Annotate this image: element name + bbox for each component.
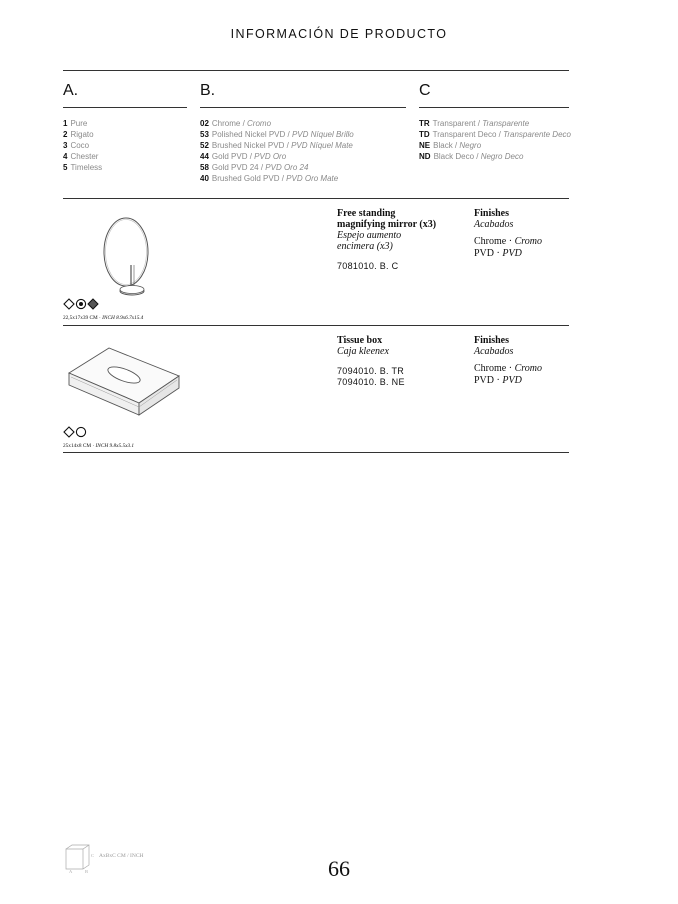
finish-symbols: [63, 426, 87, 438]
item-label: Gold PVD 24: [211, 163, 259, 172]
diamond-outline-icon: [64, 299, 74, 309]
page-number: 66: [328, 856, 350, 881]
list-item: TR Transparent / Transparente: [419, 119, 530, 128]
dims-cm: 25x14x8 CM ·: [63, 443, 96, 449]
finish-item: PVD · PVD: [474, 248, 522, 259]
column-c-divider: [419, 107, 569, 108]
item-label: Chester: [70, 152, 99, 161]
product-ref: 7081010. B. C: [337, 261, 399, 271]
product-1-dimensions: [63, 315, 143, 321]
product-1-info: [337, 208, 467, 272]
product-2-info: [337, 335, 467, 388]
finish-symbols: [63, 298, 99, 310]
item-label: Black: [433, 141, 453, 150]
legend-a: A: [69, 869, 73, 874]
finish-item: Chrome · Cromo: [474, 363, 542, 374]
item-code: TR: [419, 119, 430, 128]
product-2-finishes: [474, 335, 569, 387]
legend-b: B: [85, 869, 89, 874]
item-label-es: PVD Níquel Mate: [291, 141, 353, 150]
list-item: 58 Gold PVD 24 / PVD Oro 24: [200, 163, 309, 172]
dims-cm: 22,5x17x39 CM ·: [63, 315, 103, 321]
list-item: TD Transparent Deco / Transparente Deco: [419, 130, 571, 139]
item-label-es: PVD Níquel Brillo: [291, 130, 354, 139]
item-label: Pure: [70, 119, 88, 128]
item-label: Gold PVD: [211, 152, 248, 161]
item-label: Chrome: [211, 119, 241, 128]
finishes-label-es: Acabados: [474, 219, 514, 230]
item-label: Transparent: [432, 119, 476, 128]
mirror-icon: [63, 205, 173, 305]
product-title: Free standing: [337, 208, 396, 219]
finish-item: Chrome · Cromo: [474, 236, 542, 247]
list-item: [63, 140, 187, 151]
header-divider: [63, 70, 569, 71]
column-b-divider: [200, 107, 406, 108]
dimensions-legend: AxBxC CM / INCH: [99, 853, 144, 859]
list-item: 02 Chrome / Cromo: [200, 119, 272, 128]
column-c: [419, 82, 569, 162]
finishes-label: Finishes: [474, 335, 510, 346]
product-ref: 7094010. B. NE: [337, 377, 405, 387]
finishes-label: Finishes: [474, 208, 510, 219]
diamond-outline-icon: [64, 427, 74, 437]
item-label: Brushed Nickel PVD: [211, 141, 285, 150]
finish-item: PVD · PVD: [474, 375, 522, 386]
item-label: Transparent Deco: [432, 130, 497, 139]
item-code: 5: [63, 163, 68, 172]
item-code: 44: [200, 152, 209, 161]
column-c-letter: C: [419, 82, 431, 99]
product-1-finishes: [474, 208, 569, 260]
item-label: Polished Nickel PVD: [211, 130, 286, 139]
list-item: [63, 118, 187, 129]
item-code: 58: [200, 163, 209, 172]
item-code: ND: [419, 152, 431, 161]
column-b: [200, 82, 406, 184]
item-label-es: PVD Oro Mate: [286, 174, 339, 183]
column-a: [63, 82, 187, 173]
item-label-es: PVD Oro: [254, 152, 287, 161]
product-title-line2: magnifying mirror (x3): [337, 219, 437, 230]
item-code: 1: [63, 119, 68, 128]
item-code: TD: [419, 130, 430, 139]
list-item: NE Black / Negro: [419, 141, 482, 150]
section-divider: [63, 198, 569, 199]
dims-inch: INCH 9.8x5.5x3.1: [95, 443, 135, 449]
dims-inch: INCH 8.9x6.7x15.4: [102, 315, 144, 321]
product-1-image: [63, 205, 313, 322]
item-code: 2: [63, 130, 68, 139]
item-label: Black Deco: [433, 152, 475, 161]
item-label: Rigato: [70, 130, 94, 139]
column-a-letter: A.: [63, 82, 79, 99]
product-ref: 7094010. B. TR: [337, 366, 405, 376]
item-code: 02: [200, 119, 209, 128]
product-subtitle: Caja kleenex: [337, 346, 389, 357]
column-a-divider: [63, 107, 187, 108]
product-2-image: [63, 333, 313, 450]
product-title: Tissue box: [337, 335, 383, 346]
list-item: 53 Polished Nickel PVD / PVD Níquel Brillo: [200, 130, 354, 139]
item-label: Timeless: [70, 163, 103, 172]
page-title: INFORMACIÓN DE PRODUCTO: [230, 27, 448, 41]
item-code: NE: [419, 141, 431, 150]
item-code: 3: [63, 141, 68, 150]
item-code: 4: [63, 152, 68, 161]
product-subtitle-line2: encimera (x3): [337, 241, 393, 252]
column-b-letter: B.: [200, 82, 216, 99]
item-code: 52: [200, 141, 209, 150]
item-label: Coco: [70, 141, 90, 150]
tissue-box-icon: [63, 333, 193, 423]
item-code: 40: [200, 174, 209, 183]
list-item: ND Black Deco / Negro Deco: [419, 152, 524, 161]
item-label-es: Negro Deco: [480, 152, 524, 161]
circle-outline-icon: [76, 427, 85, 436]
circle-dot-icon: [79, 302, 83, 306]
list-item: [63, 162, 187, 173]
finishes-label-es: Acabados: [474, 346, 514, 357]
item-label-es: PVD Oro 24: [265, 163, 309, 172]
item-label-es: Cromo: [247, 119, 272, 128]
column-c-list: [419, 118, 569, 162]
section-divider: [63, 325, 569, 326]
list-item: [63, 151, 187, 162]
product-2-dimensions: [63, 443, 134, 449]
item-label: Brushed Gold PVD: [211, 174, 280, 183]
item-label-es: Negro: [459, 141, 482, 150]
list-item: [63, 129, 187, 140]
item-code: 53: [200, 130, 209, 139]
list-item: 52 Brushed Nickel PVD / PVD Níquel Mate: [200, 141, 353, 150]
list-item: 44 Gold PVD / PVD Oro: [200, 152, 287, 161]
column-a-list: [63, 118, 187, 173]
column-b-list: [200, 118, 406, 184]
product-subtitle: Espejo aumento: [337, 230, 402, 241]
item-label-es: Transparente: [482, 119, 530, 128]
list-item: 40 Brushed Gold PVD / PVD Oro Mate: [200, 174, 339, 183]
diamond-filled-icon: [88, 299, 98, 309]
section-divider: [63, 452, 569, 453]
item-label-es: Transparente Deco: [503, 130, 571, 139]
legend-c: C: [91, 853, 95, 858]
